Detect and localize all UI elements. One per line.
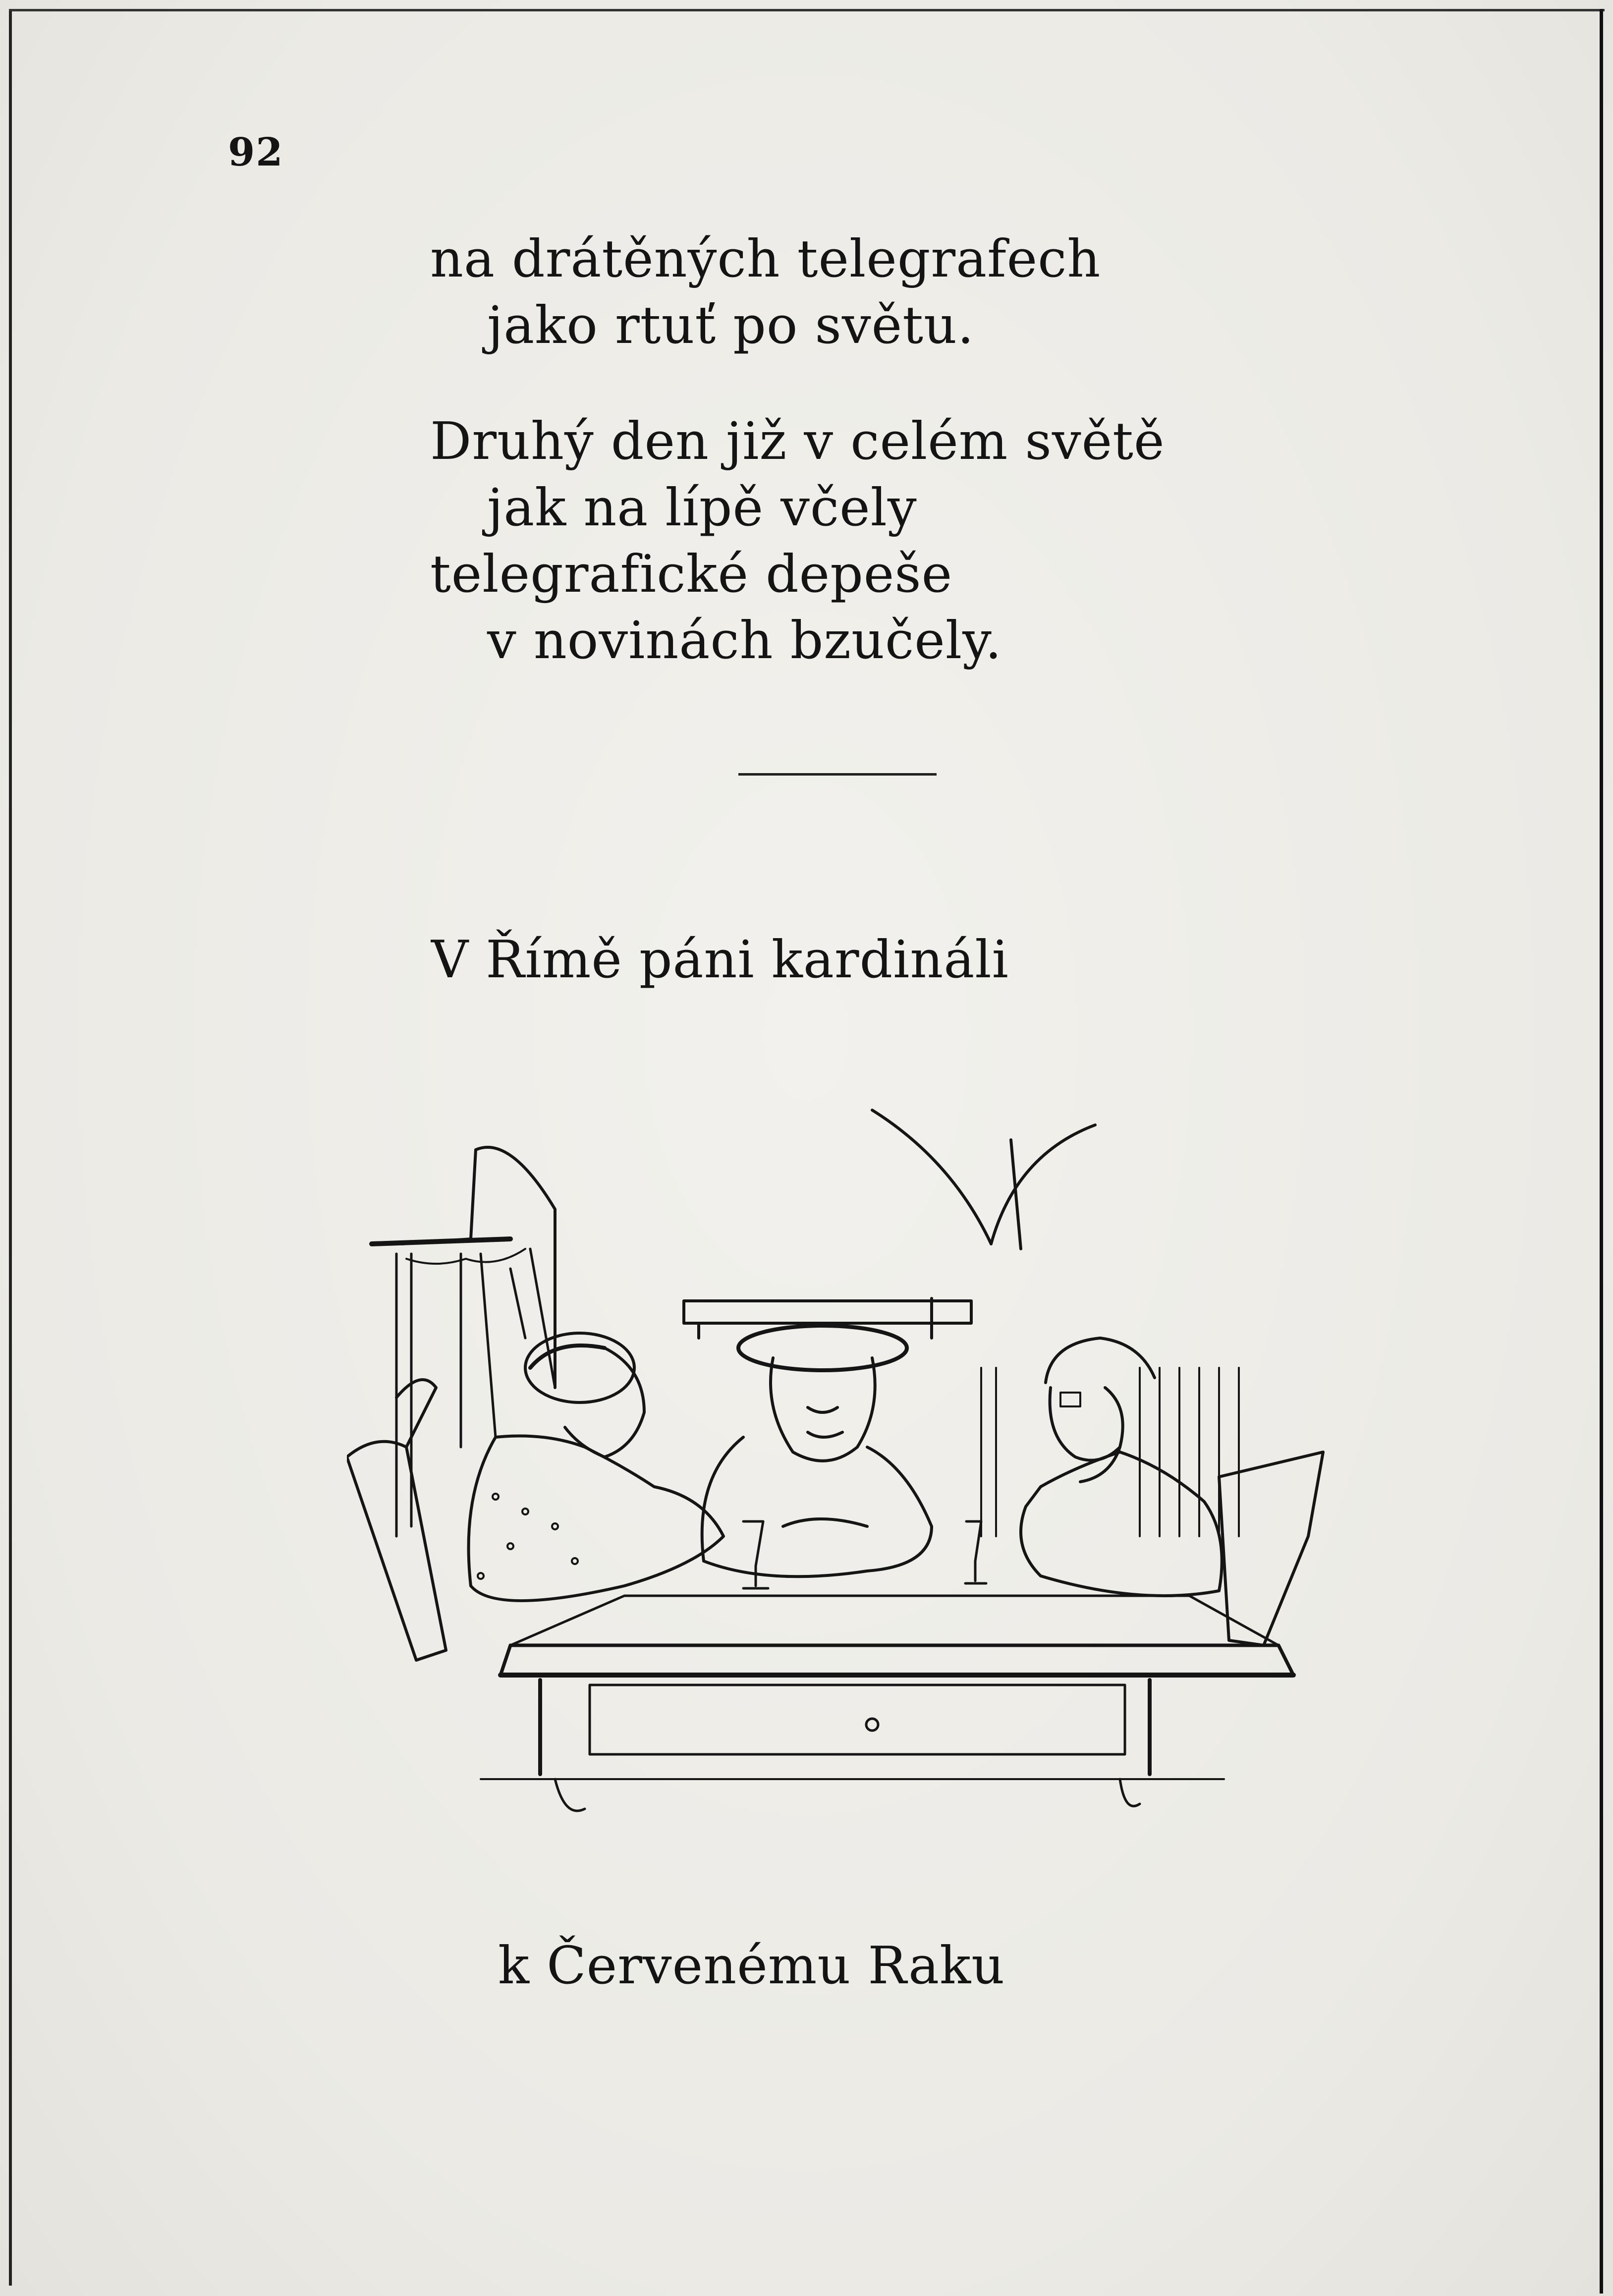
verse-line: na drátěných telegrafech: [430, 228, 1101, 289]
section-heading: V Římě páni kardináli: [431, 929, 1009, 990]
section-divider: [738, 773, 937, 776]
scan-border-right: [1600, 9, 1603, 2294]
illustration-caption: k Červenému Raku: [498, 1935, 1005, 1996]
verse-line: telegrafické depeše: [430, 544, 953, 604]
page-number: 92: [228, 130, 284, 175]
verse-line: Druhý den již v celém světě: [430, 411, 1165, 471]
stanza-1: [430, 225, 1101, 358]
stanza-2: [430, 408, 1165, 673]
scan-border-left: [9, 11, 12, 2286]
scan-border-top: [9, 9, 1605, 11]
cardinals-at-table-illustration: [347, 1090, 1338, 1844]
verse-line: v novinách bzučely.: [487, 610, 1002, 671]
verse-line: jak na lípě včely: [487, 477, 917, 538]
verse-line: jako rtuť po světu.: [487, 295, 975, 355]
